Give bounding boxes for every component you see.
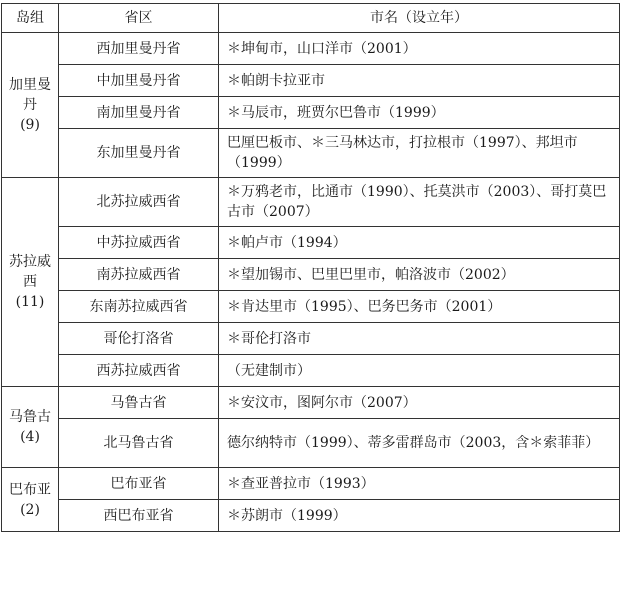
table-row: [2, 227, 620, 259]
table-row: [2, 355, 620, 387]
cities-cell: ＊万鸦老市，比通市（1990）、托莫洪市（2003）、哥打莫巴古市（2007）: [219, 178, 620, 227]
table-row: [2, 419, 620, 468]
cities-cell: ＊安汶市，图阿尔市（2007）: [219, 387, 620, 419]
header-cities: 市名（设立年）: [219, 4, 620, 33]
table-row: [2, 97, 620, 129]
cities-table: [1, 3, 620, 532]
province-cell: 西苏拉威西省: [59, 355, 219, 387]
cities-cell: ＊苏朗市（1999）: [219, 500, 620, 532]
island-group-name: 巴布亚: [9, 481, 51, 498]
island-group-sulawesi: [2, 178, 59, 387]
header-province: 省区: [59, 4, 219, 33]
cities-cell: 巴厘巴板市、＊三马林达市，打拉根市（1997）、邦坦市（1999）: [219, 129, 620, 178]
province-cell: 南加里曼丹省: [59, 97, 219, 129]
cities-cell: ＊肯达里市（1995）、巴务巴务市（2001）: [219, 291, 620, 323]
table-row: [2, 500, 620, 532]
island-group-name: 加里曼丹: [9, 77, 51, 113]
cities-cell: 德尔纳特市（1999）、蒂多雷群岛市（2003，含＊索菲菲）: [219, 419, 620, 468]
cities-cell: ＊帕朗卡拉亚市: [219, 65, 620, 97]
island-group-count: (4): [20, 429, 40, 445]
cities-cell: （无建制市）: [219, 355, 620, 387]
province-cell: 东加里曼丹省: [59, 129, 219, 178]
table-row: [2, 33, 620, 65]
table-row: [2, 387, 620, 419]
island-group-count: (11): [15, 294, 45, 310]
table-row: [2, 291, 620, 323]
province-cell: 西加里曼丹省: [59, 33, 219, 65]
cities-cell: ＊坤甸市，山口洋市（2001）: [219, 33, 620, 65]
province-cell: 南苏拉威西省: [59, 259, 219, 291]
province-cell: 北马鲁古省: [59, 419, 219, 468]
table-row: [2, 178, 620, 227]
cities-cell: ＊马辰市，班贾尔巴鲁市（1999）: [219, 97, 620, 129]
province-cell: 中苏拉威西省: [59, 227, 219, 259]
island-group-maluku: [2, 387, 59, 468]
header-group: 岛组: [2, 4, 59, 33]
province-cell: 巴布亚省: [59, 468, 219, 500]
cities-cell: ＊帕卢市（1994）: [219, 227, 620, 259]
province-cell: 马鲁古省: [59, 387, 219, 419]
province-cell: 东南苏拉威西省: [59, 291, 219, 323]
table-row: [2, 65, 620, 97]
header-row: [2, 4, 620, 33]
island-group-count: (9): [20, 117, 40, 133]
table-row: [2, 468, 620, 500]
island-group-papua: [2, 468, 59, 532]
province-cell: 中加里曼丹省: [59, 65, 219, 97]
province-cell: 哥伦打洛省: [59, 323, 219, 355]
island-group-name: 苏拉威西: [9, 254, 51, 290]
table-row: [2, 259, 620, 291]
province-cell: 北苏拉威西省: [59, 178, 219, 227]
table-row: [2, 323, 620, 355]
island-group-name: 马鲁古: [9, 409, 51, 425]
cities-cell: ＊望加锡市、巴里巴里市，帕洛波市（2002）: [219, 259, 620, 291]
province-cell: 西巴布亚省: [59, 500, 219, 532]
island-group-count: (2): [20, 501, 40, 518]
cities-cell: ＊查亚普拉市（1993）: [219, 468, 620, 500]
island-group-kalimantan: [2, 33, 59, 178]
table-row: [2, 129, 620, 178]
cities-cell: ＊哥伦打洛市: [219, 323, 620, 355]
